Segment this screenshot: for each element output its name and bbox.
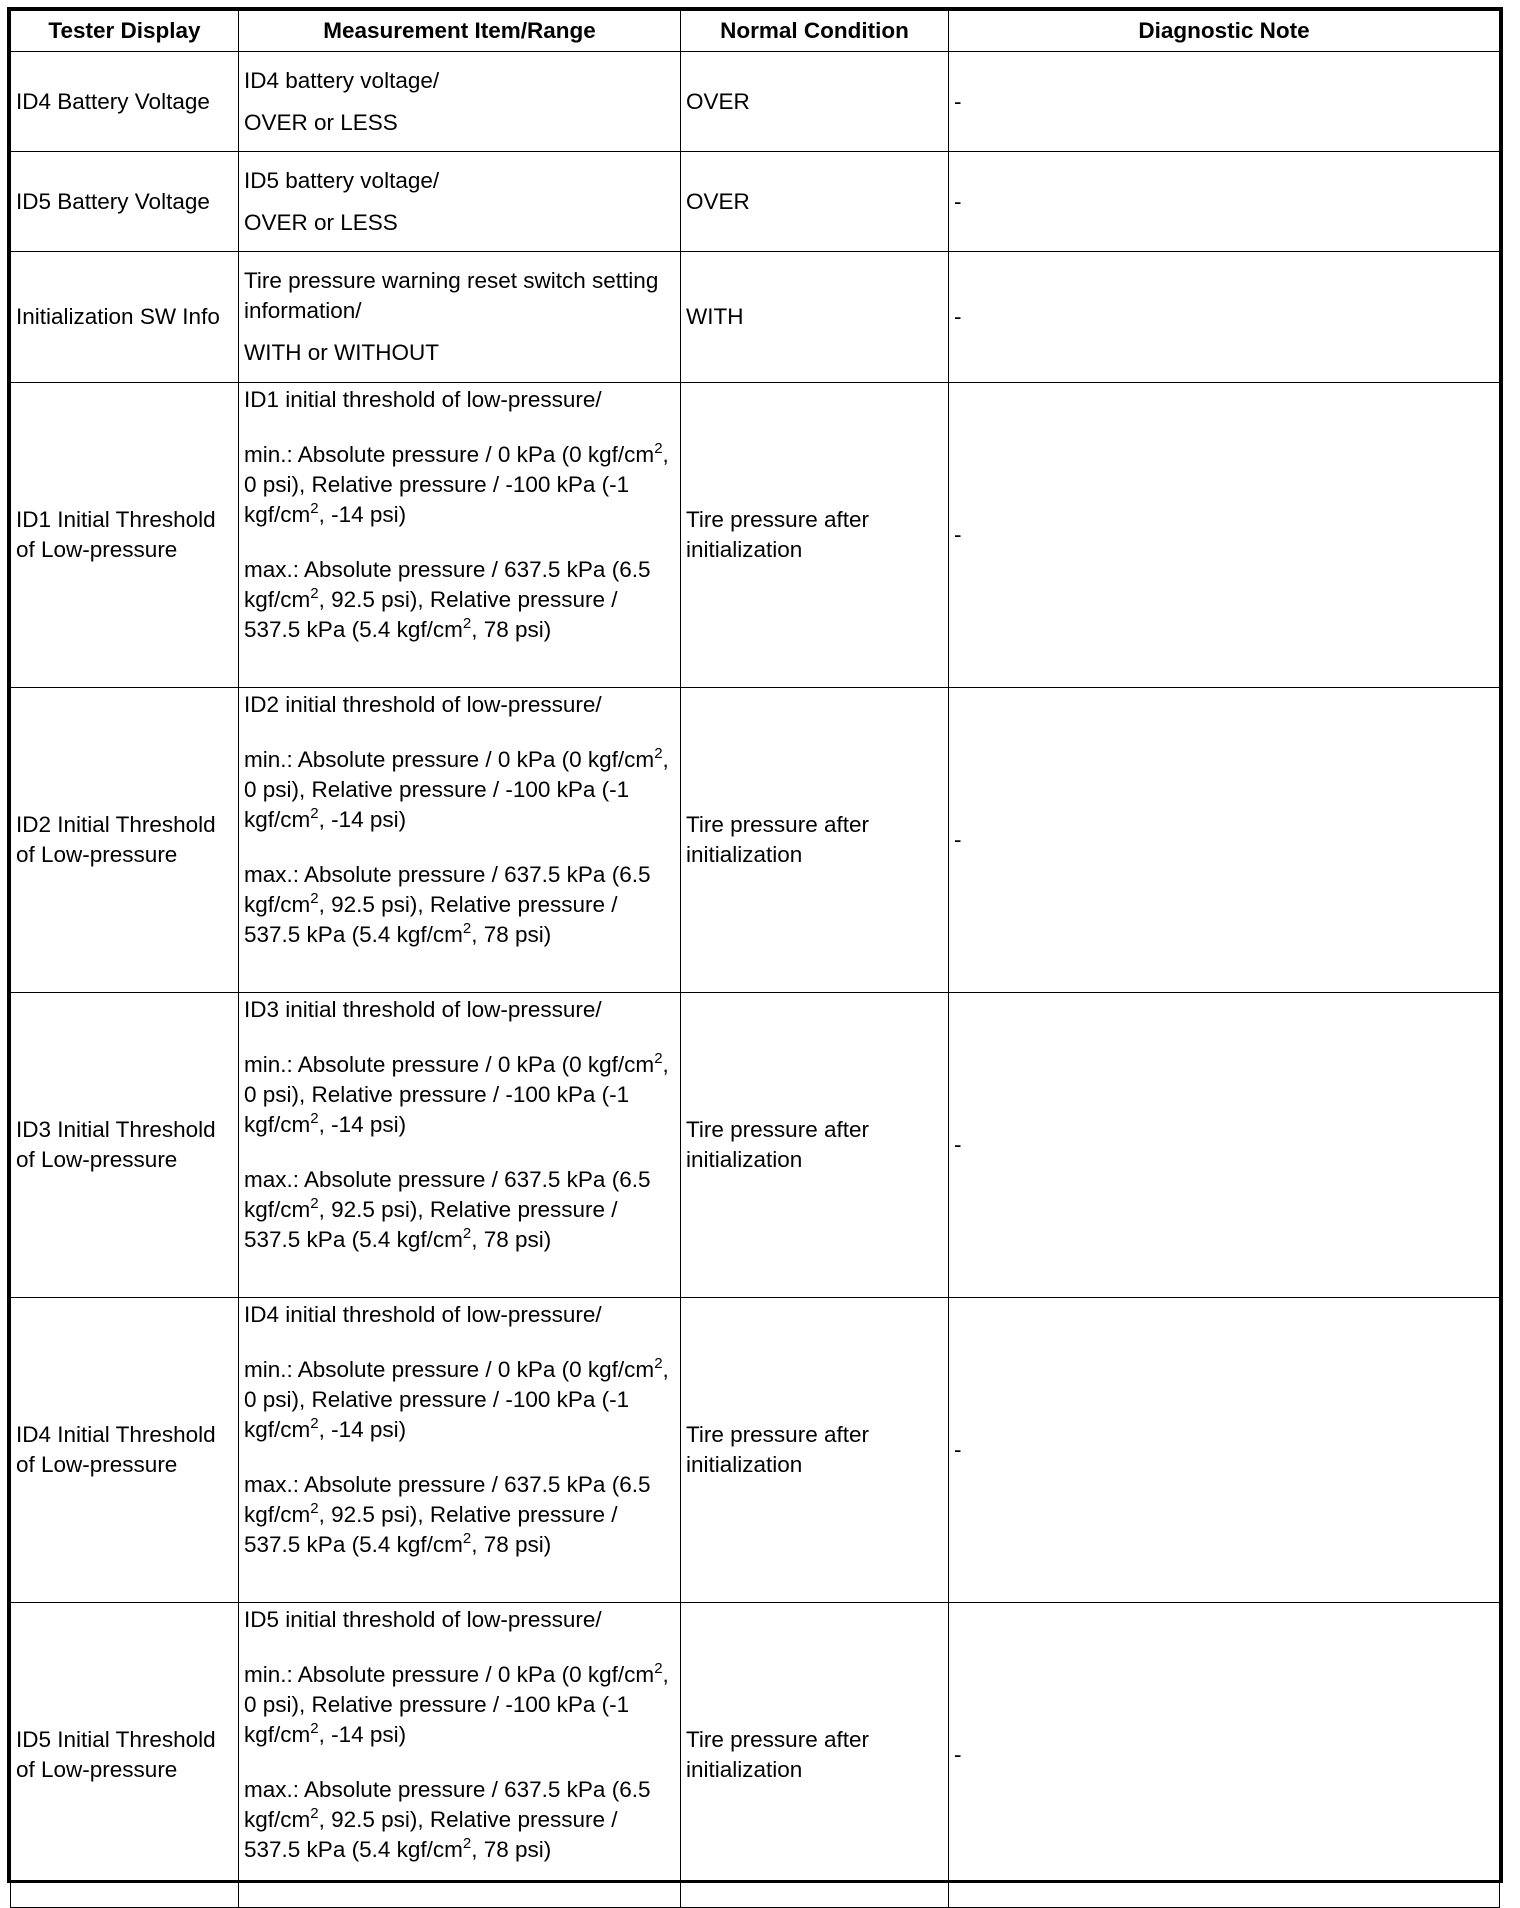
tester-display-cell: Initialization SW Info — [11, 252, 239, 383]
header-tester-display: Tester Display — [11, 11, 239, 52]
table-row — [11, 993, 1500, 1298]
measurement-range: WITH or WITHOUT — [244, 340, 439, 365]
range-max: max.: Absolute pressure / 637.5 kPa (6.5 kgf/$cm^2$, 92.5 psi), Relative pressure / 537.5 kPa (5.4 kgf/$cm^2$, 78 psi) — [244, 1167, 651, 1252]
tester-display-cell: ID4 Initial Threshold of Low-pressure — [11, 1298, 239, 1603]
header-normal-condition: Normal Condition — [681, 11, 949, 52]
measurement-cell — [239, 688, 681, 993]
measurement-item: ID5 battery voltage/ — [244, 167, 440, 193]
measurement-range: OVER or LESS — [244, 209, 398, 235]
normal-condition-cell: Tire pressure after initialization — [681, 688, 949, 993]
range-max: max.: Absolute pressure / 637.5 kPa (6.5 kgf/$cm^2$, 92.5 psi), Relative pressure / 537.5 kPa (5.4 kgf/$cm^2$, 78 psi) — [244, 1777, 651, 1862]
range-min: min.: Absolute pressure / 0 kPa (0 kgf/$cm^2$, 0 psi), Relative pressure / -100 kPa (-1 kgf/$cm^2$, -14 psi) — [244, 1660, 669, 1747]
diagnostic-note-cell: - — [949, 993, 1500, 1298]
table-row — [11, 252, 1500, 383]
header-diagnostic-note: Diagnostic Note — [949, 11, 1500, 52]
range-max: max.: Absolute pressure / 637.5 kPa (6.5 kgf/$cm^2$, 92.5 psi), Relative pressure / 537.5 kPa (5.4 kgf/$cm^2$, 78 psi) — [244, 862, 651, 947]
normal-condition-cell: Tire pressure after initialization — [681, 1298, 949, 1603]
table-row — [11, 1298, 1500, 1603]
measurement-cell — [239, 152, 681, 252]
tester-display-cell: ID3 Initial Threshold of Low-pressure — [11, 993, 239, 1298]
diagnostic-note-cell: - — [949, 1298, 1500, 1603]
measurement-cell — [239, 383, 681, 688]
range-min: min.: Absolute pressure / 0 kPa (0 kgf/$cm^2$, 0 psi), Relative pressure / -100 kPa (-1 kgf/$cm^2$, -14 psi) — [244, 745, 669, 832]
normal-condition-cell: Tire pressure after initialization — [681, 1603, 949, 1908]
diagnostic-note-cell: - — [949, 688, 1500, 993]
measurement-cell — [239, 1603, 681, 1908]
header-measurement-item: Measurement Item/Range — [239, 11, 681, 52]
diagnostic-note-cell: - — [949, 383, 1500, 688]
diagnostic-note-cell: - — [949, 152, 1500, 252]
measurement-cell — [239, 1298, 681, 1603]
diagnostic-note-cell: - — [949, 1603, 1500, 1908]
table-row — [11, 1603, 1500, 1908]
measurement-item: ID5 initial threshold of low-pressure/ — [244, 1607, 602, 1632]
normal-condition-cell: OVER — [681, 152, 949, 252]
measurement-cell — [239, 252, 681, 383]
measurement-item: Tire pressure warning reset switch setting information/ — [244, 268, 659, 323]
normal-condition-cell: Tire pressure after initialization — [681, 993, 949, 1298]
table-row — [11, 52, 1500, 152]
normal-condition-cell: OVER — [681, 52, 949, 152]
table-row — [11, 688, 1500, 993]
diagnostic-note-cell: - — [949, 252, 1500, 383]
data-monitor-table — [10, 10, 1500, 1908]
diagnostic-note-cell: - — [949, 52, 1500, 152]
tester-display-cell: ID5 Initial Threshold of Low-pressure — [11, 1603, 239, 1908]
measurement-item: ID1 initial threshold of low-pressure/ — [244, 387, 602, 412]
table-row — [11, 152, 1500, 252]
measurement-item: ID2 initial threshold of low-pressure/ — [244, 692, 602, 717]
tester-display-cell: ID2 Initial Threshold of Low-pressure — [11, 688, 239, 993]
range-max: max.: Absolute pressure / 637.5 kPa (6.5 kgf/$cm^2$, 92.5 psi), Relative pressure / 537.5 kPa (5.4 kgf/$cm^2$, 78 psi) — [244, 557, 651, 642]
normal-condition-cell: WITH — [681, 252, 949, 383]
data-monitor-table-frame — [7, 7, 1503, 1883]
range-min: min.: Absolute pressure / 0 kPa (0 kgf/$cm^2$, 0 psi), Relative pressure / -100 kPa (-1 kgf/$cm^2$, -14 psi) — [244, 440, 669, 527]
normal-condition-cell: Tire pressure after initialization — [681, 383, 949, 688]
measurement-item: ID4 battery voltage/ — [244, 67, 440, 93]
tester-display-cell: ID5 Battery Voltage — [11, 152, 239, 252]
measurement-item: ID4 initial threshold of low-pressure/ — [244, 1302, 602, 1327]
measurement-cell — [239, 993, 681, 1298]
tester-display-cell: ID4 Battery Voltage — [11, 52, 239, 152]
range-min: min.: Absolute pressure / 0 kPa (0 kgf/$cm^2$, 0 psi), Relative pressure / -100 kPa (-1 kgf/$cm^2$, -14 psi) — [244, 1050, 669, 1137]
range-min: min.: Absolute pressure / 0 kPa (0 kgf/$cm^2$, 0 psi), Relative pressure / -100 kPa (-1 kgf/$cm^2$, -14 psi) — [244, 1355, 669, 1442]
table-row — [11, 383, 1500, 688]
header-row — [11, 11, 1500, 52]
measurement-item: ID3 initial threshold of low-pressure/ — [244, 997, 602, 1022]
measurement-range: OVER or LESS — [244, 109, 398, 135]
tester-display-cell: ID1 Initial Threshold of Low-pressure — [11, 383, 239, 688]
measurement-cell — [239, 52, 681, 152]
range-max: max.: Absolute pressure / 637.5 kPa (6.5 kgf/$cm^2$, 92.5 psi), Relative pressure / 537.5 kPa (5.4 kgf/$cm^2$, 78 psi) — [244, 1472, 651, 1557]
